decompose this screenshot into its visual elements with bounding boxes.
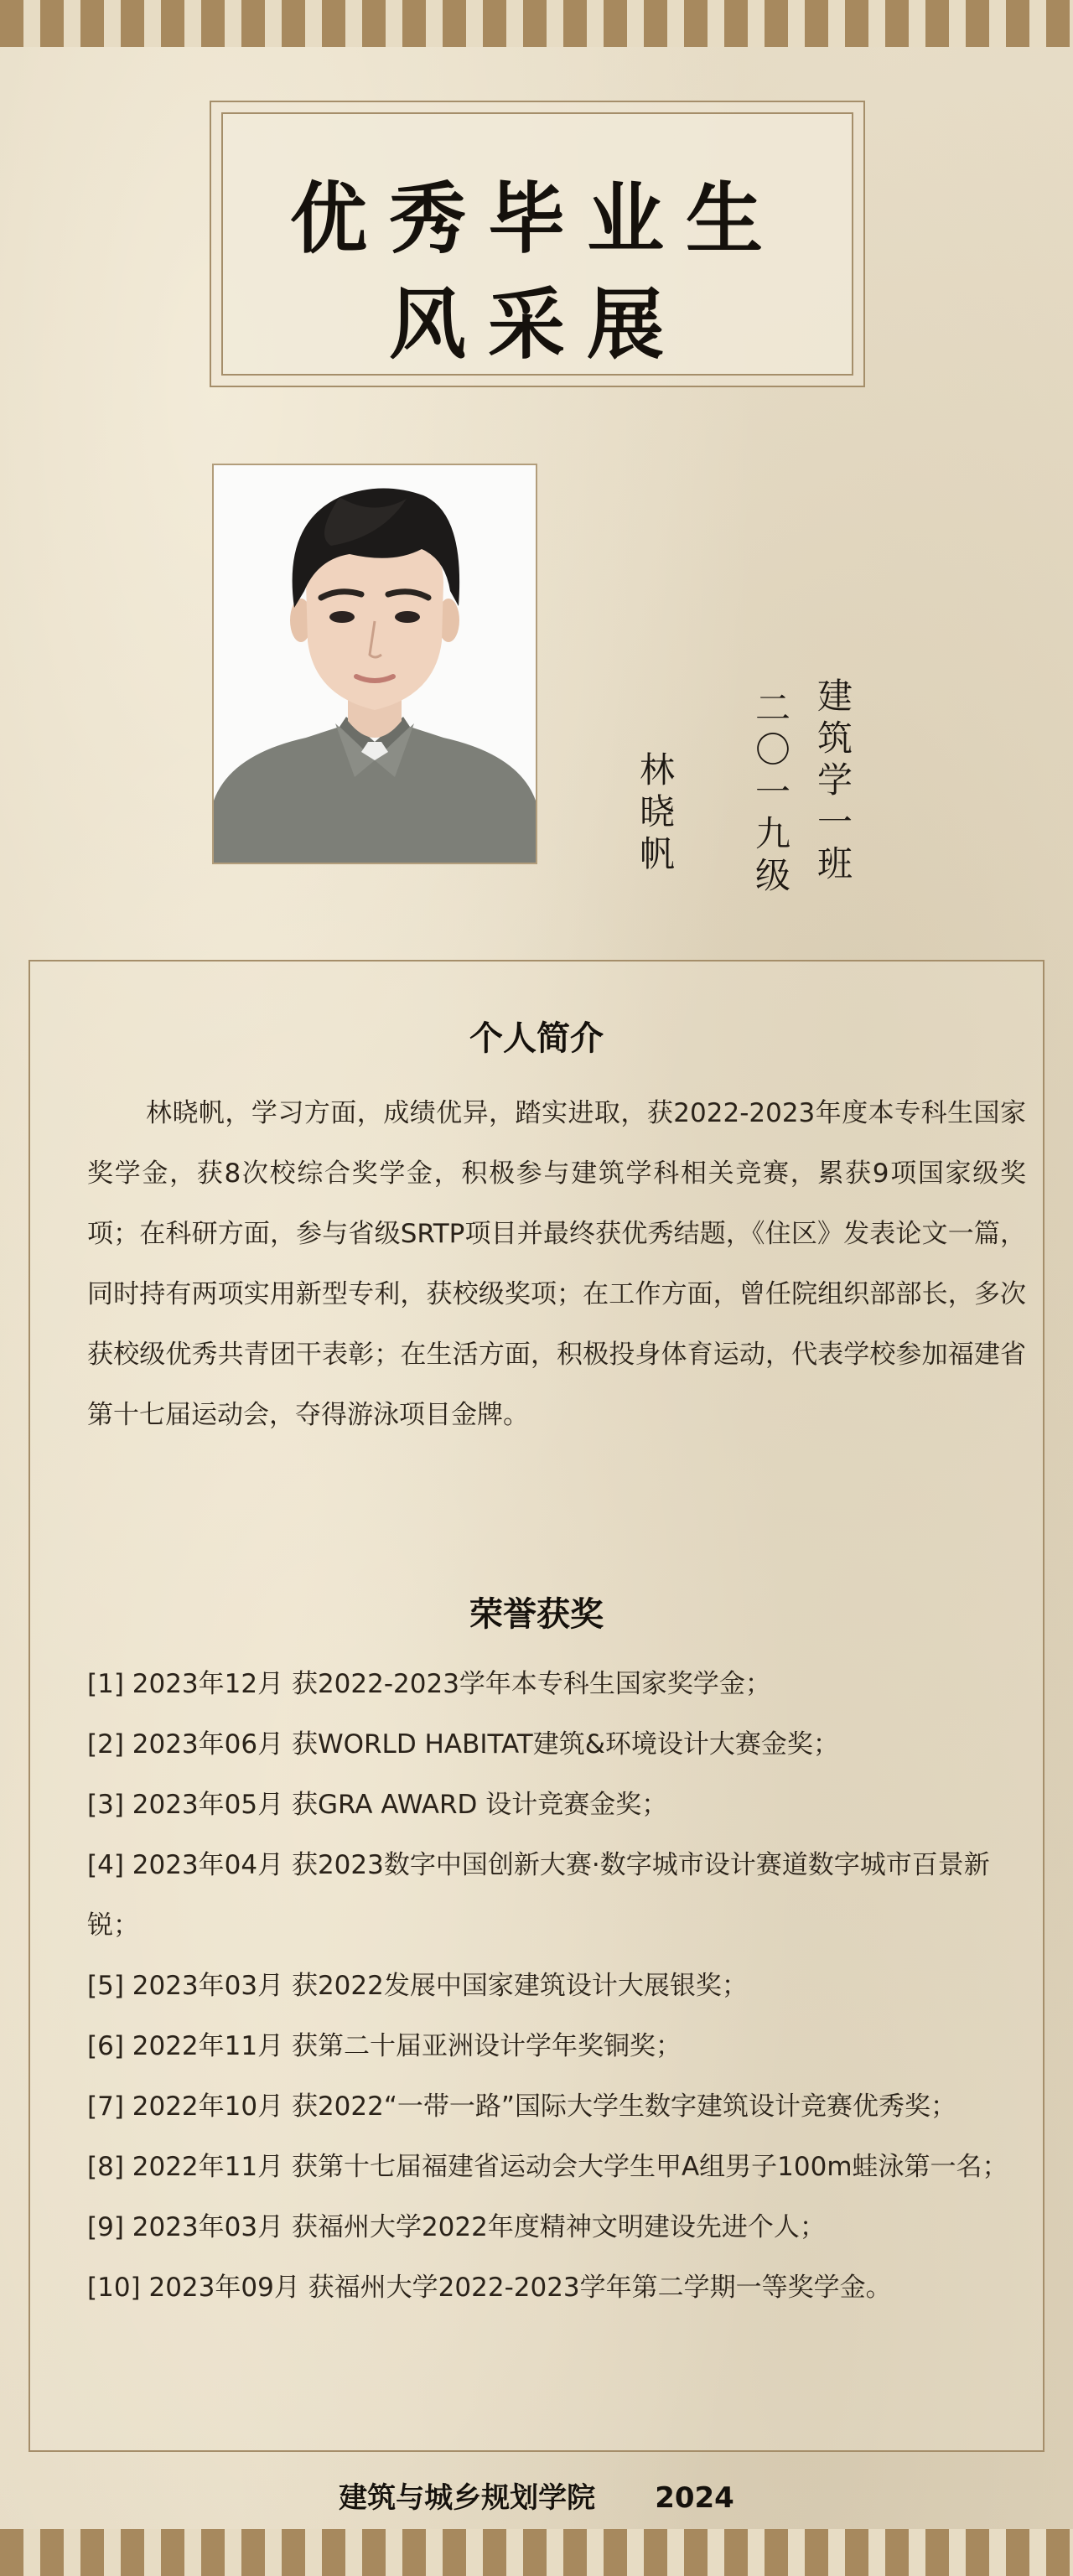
footer <box>0 2475 1073 2516</box>
honor-item: [3] 2023年05月 获GRA AWARD 设计竞赛金奖； <box>87 1790 668 1820</box>
page-title-line2: 风采展 <box>388 279 686 370</box>
honor-item: [10] 2023年09月 获福州大学2022-2023学年第二学期一等奖学金。 <box>87 2273 892 2303</box>
honor-item: [7] 2022年10月 获2022“一带一路”国际大学生数字建筑设计竞赛优秀奖； <box>87 2091 956 2122</box>
honor-item: [8] 2022年11月 获第十七届福建省运动会大学生甲A组男子100m蛙泳第一名； <box>87 2152 1008 2182</box>
honor-item: [2] 2023年06月 获WORLD HABITAT建筑&环境设计大赛金奖； <box>87 1729 839 1760</box>
honors-list <box>87 1654 1026 2318</box>
title-plaque <box>210 101 865 387</box>
grade-year: 二〇一九级 <box>750 689 791 899</box>
honor-item: [4] 2023年04月 获2023数字中国创新大赛·数字城市设计赛道数字城市百景新锐； <box>87 1850 990 1941</box>
content-panel <box>29 960 1044 2452</box>
honor-item: [9] 2023年03月 获福州大学2022年度精神文明建设先进个人； <box>87 2212 826 2242</box>
footer-school: 建筑与城乡规划学院 <box>339 2481 596 2515</box>
honors-heading: 荣誉获奖 <box>469 1595 604 1634</box>
top-stripe-border <box>0 0 1073 47</box>
class-name: 建筑学一班 <box>812 677 853 887</box>
intro-paragraph: 林晓帆，学习方面，成绩优异，踏实进取，获2022-2023年度本专科生国家奖学金，获8次校综合奖学金，积极参与建筑学科相关竞赛，累获9项国家级奖项；在科研方面，参与省级SRTP项目并最终获优秀结题，《住区》发表论文一篇，同时持有两项实用新型专利，获校级奖项；在工作方面，曾任院组织部部长，多次获校级优秀共青团干表彰；在生活方面，积极投身体育运动，代表学校参加福建省第十七届运动会，夺得游泳项目金牌。 <box>87 1098 1026 1430</box>
student-portrait-icon <box>214 465 536 863</box>
page-title-line1: 优秀毕业生 <box>289 174 785 264</box>
intro-heading: 个人简介 <box>469 1019 604 1058</box>
honor-item: [6] 2022年11月 获第二十届亚洲设计学年奖铜奖； <box>87 2031 682 2061</box>
footer-year: 2024 <box>655 2481 734 2515</box>
portrait-photo <box>212 464 537 864</box>
student-name: 林晓帆 <box>635 751 676 877</box>
title-plaque-inner <box>221 112 853 376</box>
bottom-stripe-border <box>0 2529 1073 2576</box>
honor-item: [5] 2023年03月 获2022发展中国家建筑设计大展银奖； <box>87 1971 748 2001</box>
honor-item: [1] 2023年12月 获2022-2023学年本专科生国家奖学金； <box>87 1669 771 1699</box>
